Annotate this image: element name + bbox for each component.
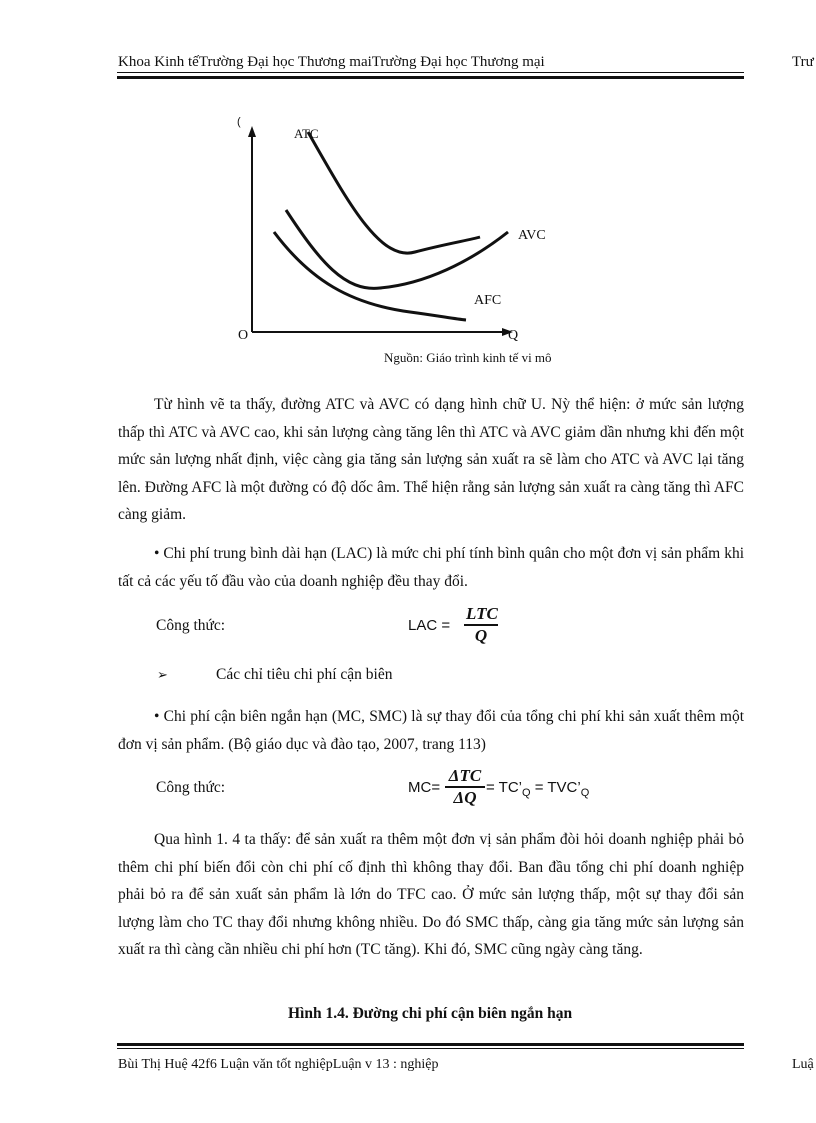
formula-2-lhs: MC= <box>408 779 441 796</box>
formula-2-denominator: ΔQ <box>453 788 477 807</box>
arrow-bullet-icon: ➢ <box>157 667 168 682</box>
y-axis-label: ( <box>237 116 241 128</box>
formula-2-numerator: ΔTC <box>445 766 485 788</box>
arrow-bullet-text: Các chỉ tiêu chi phí cận biên <box>216 666 393 683</box>
paragraph-lac <box>118 540 744 595</box>
x-axis-label: Q <box>508 328 519 343</box>
paragraph-1: Từ hình vẽ ta thấy, đường ATC và AVC có dạng hình chữ U. Nỳ thể hiện: ở mức sản lượng thấp thì ATC và AVC cao, khi sản lượng càng tăng lên thì ATC và AVC giảm dần nhưng khi đến một mức sản lượng nhất định, việc càng gia tăng sản lượng sản xuất ra sẽ làm cho ATC và AVC lại tăng lên. Đường AFC là một đường có độ dốc âm. Thể hiện rằng sản lượng sản xuất ra càng tăng thì AFC càng giảm. <box>118 396 744 523</box>
header-rule-thin <box>117 72 744 73</box>
origin-label: O <box>238 328 249 343</box>
footer-rule-thin <box>117 1048 744 1049</box>
footer-right-text: Luậ <box>792 1057 814 1072</box>
formula-2-rhs <box>486 779 589 799</box>
y-axis-arrow-icon <box>248 126 256 137</box>
formula-2-sub2: Q <box>580 787 590 799</box>
formula-2-rhs2: = TVC’ <box>530 779 581 796</box>
formula-1-label: Công thức: <box>156 617 226 634</box>
footer-text: Bùi Thị Huệ 42f6 Luận văn tốt nghiệpLuận v 13 : nghiệp <box>118 1057 439 1072</box>
formula-1-denominator: Q <box>474 626 488 645</box>
formula-2-label: Công thức: <box>156 779 226 796</box>
formula-1-fraction <box>464 604 498 646</box>
formula-2-fraction <box>445 766 485 808</box>
figure-caption: Hình 1.4. Đường chi phí cận biên ngắn hạn <box>288 1005 573 1022</box>
footer-rule-thick <box>117 1043 744 1046</box>
formula-2-sub1: Q <box>521 787 531 799</box>
cost-curves-chart <box>230 112 530 344</box>
paragraph-mc <box>118 703 744 758</box>
paragraph-mc-text: Chi phí cận biên ngắn hạn (MC, SMC) là sự thay đổi của tổng chi phí khi sản xuất thêm một đơn vị sản phẩm. (Bộ giáo dục và đào tạo, 2007, trang 113) <box>118 708 744 753</box>
paragraph-4: Qua hình 1. 4 ta thấy: để sản xuất ra thêm một đơn vị sản phẩm đòi hỏi doanh nghiệp phải bỏ thêm chi phí biến đổi còn chi phí cố định thì không thay đổi. Ban đầu tổng chi phí doanh nghiệp phải bỏ ra để sản xuất sản phẩm là lớn do TFC cao. Ở mức sản lượng thấp, một sự thay đổi sản lượng làm cho TC thay đổi nhưng không nhiều. Do đó SMC thấp, càng gia tăng mức sản lượng sản xuất ra thì càng cần nhiều chi phí hơn (TC tăng). Khi đó, SMC cũng ngày càng tăng. <box>118 831 744 958</box>
header-right-text: Trư <box>792 54 814 70</box>
formula-1-lhs: LAC = <box>408 617 451 634</box>
atc-label: ATC <box>294 126 319 141</box>
avc-label: AVC <box>518 228 546 243</box>
bullet-dot-2: • <box>154 708 160 725</box>
bullet-dot: • <box>154 545 160 562</box>
formula-1-numerator: LTC <box>464 604 498 626</box>
formula-2-rhs1: = TC’ <box>486 779 522 796</box>
header-title: Khoa Kinh tếTrường Đại học Thương maiTrường Đại học Thương mại <box>118 54 545 70</box>
atc-curve <box>308 132 480 253</box>
header-rule-thick <box>117 76 744 79</box>
chart-source: Nguồn: Giáo trình kinh tế vi mô <box>384 350 552 365</box>
paragraph-lac-text: Chi phí trung bình dài hạn (LAC) là mức chi phí tính bình quân cho một đơn vị sản phẩm khi tất cả các yếu tố đầu vào của doanh nghiệp đều thay đổi. <box>118 545 745 590</box>
afc-label: AFC <box>474 293 502 308</box>
